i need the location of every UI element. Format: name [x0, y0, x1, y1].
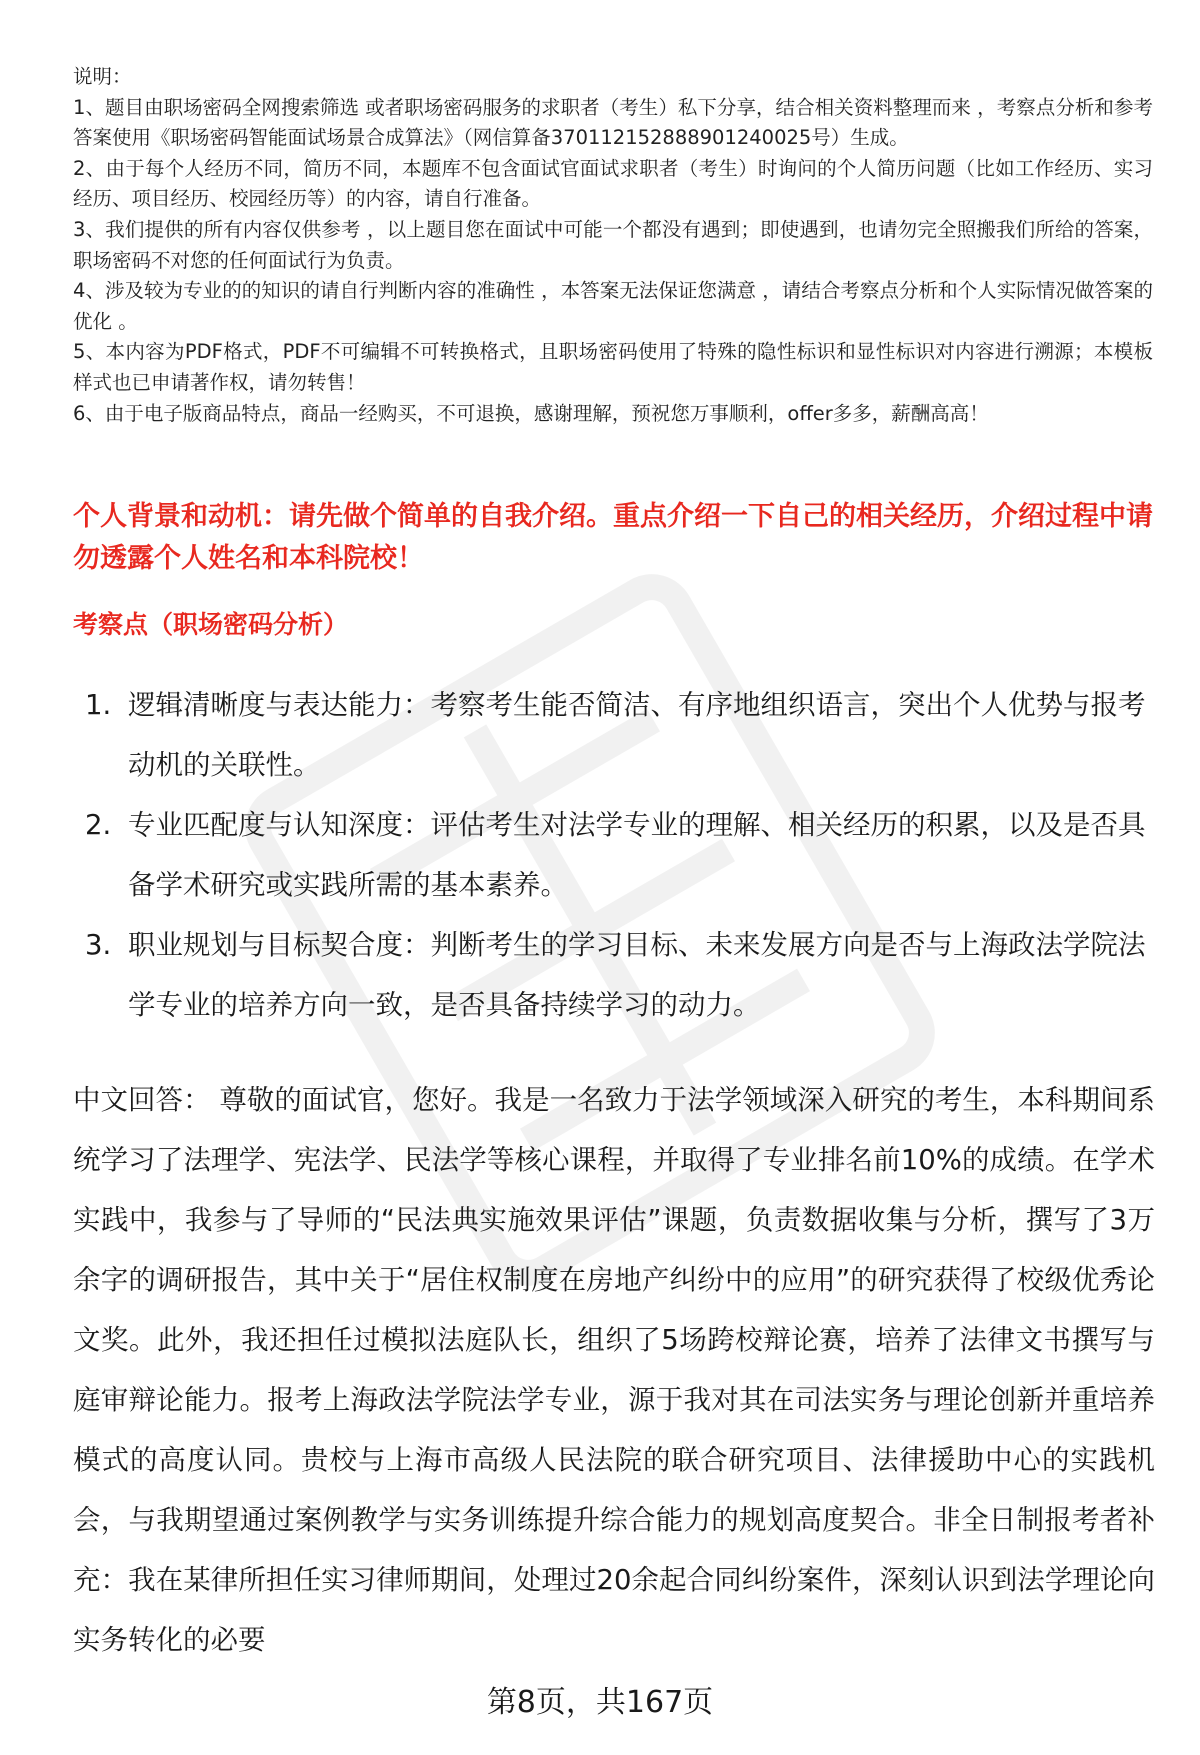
note-item: 3、我们提供的所有内容仅供参考 ，以上题目您在面试中可能一个都没有遇到；即使遇到，也请勿完全照搬我们所给的答案，职场密码不对您的任何面试行为负责。 [73, 217, 1153, 272]
point-text: 逻辑清晰度与表达能力：考察考生能否简洁、有序地组织语言，突出个人优势与报考动机的关联性。 [128, 689, 1146, 781]
page-number: 第8页，共167页 [486, 1685, 714, 1720]
point-text: 专业匹配度与认知深度：评估考生对法学专业的理解、相关经历的积累，以及是否具备学术研究或实践所需的基本素养。 [128, 809, 1146, 901]
note-item: 4、涉及较为专业的的知识的请自行判断内容的准确性 ，本答案无法保证您满意 ，请结合考察点分析和个人实际情况做答案的优化 。 [73, 279, 1153, 333]
point-number: 1. [85, 689, 112, 721]
answer-text: 中文回答： 尊敬的面试官，您好。我是一名致力于法学领域深入研究的考生，本科期间系统学习了法理学、宪法学、民法学等核心课程，并取得了专业排名前10%的成绩。在学术实践中，我参与了导师的“民法典实施效果评估”课题，负责数据收集与分析，撰写了3万余字的调研报告，其中关于“居住权制度在房地产纠纷中的应用”的研究获得了校级优秀论文奖。此外，我还担任过模拟法庭队长，组织了5场跨校辩论赛，培养了法律文书撰写与庭审辩论能力。报考上海政法学院法学专业，源于我对其在司法实务与理论创新并重培养模式的高度认同。贵校与上海市高级人民法院的联合研究项目、法律援助中心的实践机会，与我期望通过案例教学与实务训练提升综合能力的规划高度契合。非全日制报考者补充：我在某律所担任实习律师期间，处理过20余起合同纠纷案件，深刻认识到法学理论向实务转化的必要 [73, 1084, 1155, 1656]
analysis-points [73, 675, 1153, 1035]
note-item: 2、由于每个人经历不同，简历不同，本题库不包含面试官面试求职者（考生）时询问的个人简历问题（比如工作经历、实习经历、项目经历、校园经历等）的内容，请自行准备。 [73, 156, 1153, 211]
notes-title: 说明： [73, 65, 132, 88]
point-number: 2. [85, 809, 112, 841]
disclaimer-notes [73, 62, 1153, 429]
analysis-point [73, 675, 1153, 795]
note-item: 1、题目由职场密码全网搜索筛选 或者职场密码服务的求职者（考生）私下分享，结合相关资料整理而来 ，考察点分析和参考答案使用《职场密码智能面试场景合成算法》（网信算备370112152888901240025号）生成。 [73, 95, 1153, 150]
note-item: 5、本内容为PDF格式，PDF不可编辑不可转换格式，且职场密码使用了特殊的隐性标识和显性标识对内容进行溯源；本模板样式也已申请著作权，请勿转售！ [73, 340, 1153, 394]
analysis-point [73, 795, 1153, 915]
interview-question: 个人背景和动机：请先做个简单的自我介绍。重点介绍一下自己的相关经历，介绍过程中请勿透露个人姓名和本科院校！ [73, 501, 1153, 574]
note-item: 6、由于电子版商品特点，商品一经购买，不可退换，感谢理解，预祝您万事顺利，offer多多，薪酬高高！ [73, 401, 989, 425]
analysis-point [73, 915, 1153, 1035]
analysis-title: 考察点（职场密码分析） [73, 610, 349, 639]
point-number: 3. [85, 929, 112, 961]
point-text: 职业规划与目标契合度：判断考生的学习目标、未来发展方向是否与上海政法学院法学专业的培养方向一致，是否具备持续学习的动力。 [128, 929, 1146, 1021]
